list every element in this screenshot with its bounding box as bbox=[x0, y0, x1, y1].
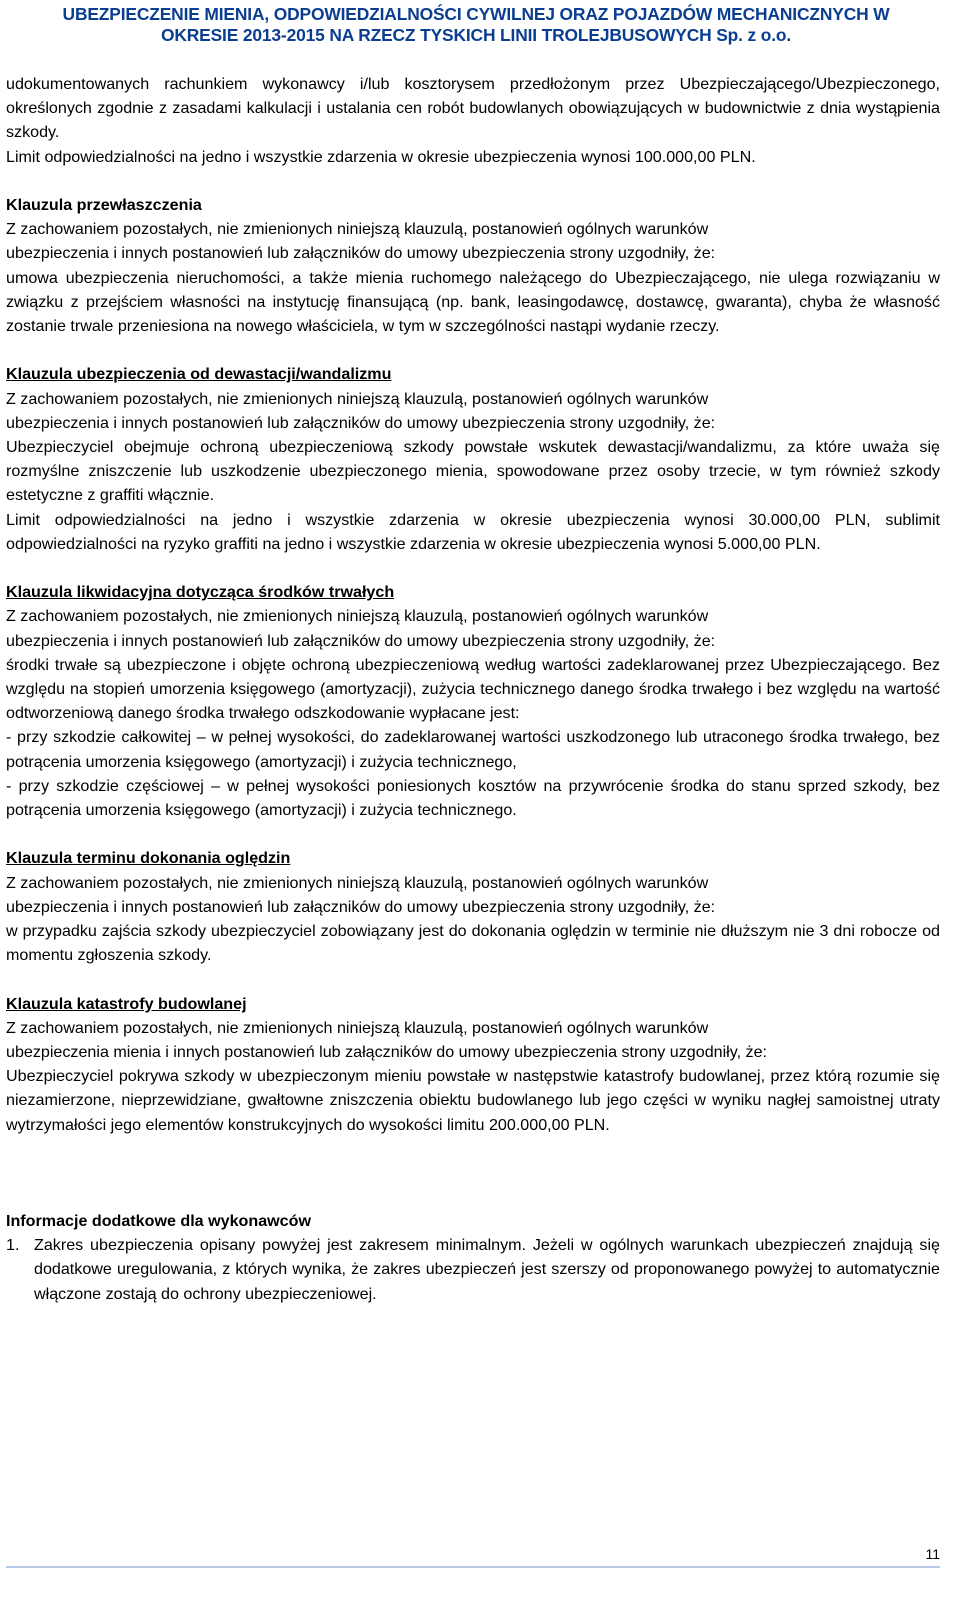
clause-intro-line: Z zachowaniem pozostałych, nie zmienionych niniejszą klauzulą, postanowień ogólnych warunków bbox=[6, 389, 709, 408]
clause-transfer-of-ownership bbox=[6, 193, 940, 338]
clause-intro-line: Z zachowaniem pozostałych, nie zmienionych niniejszą klauzulą, postanowień ogólnych warunków bbox=[6, 1018, 709, 1037]
clause-intro-line: ubezpieczenia i innych postanowień lub załączników do umowy ubezpieczenia strony uzgodniły, że: bbox=[6, 897, 716, 916]
clause-body: w przypadku zajścia szkody ubezpieczyciel zobowiązany jest do dokonania oględzin w terminie nie dłuższym nie 3 dni robocze od momentu zgłoszenia szkody. bbox=[6, 922, 940, 965]
clause-fixed-assets-settlement bbox=[6, 580, 940, 822]
clause-title: Klauzula likwidacyjna dotycząca środków trwałych bbox=[6, 583, 395, 602]
document-body bbox=[6, 72, 940, 1306]
clause-intro-line: ubezpieczenia i innych postanowień lub załączników do umowy ubezpieczenia strony uzgodniły, że: bbox=[6, 631, 716, 650]
list-item-text: Zakres ubezpieczenia opisany powyżej jest zakresem minimalnym. Jeżeli w ogólnych warunkach ubezpieczeń znajdują się dodatkowe uregulowania, z których wynika, że zakres ubezpieczeń jest szerszy od proponowanego powyżej to automatycznie włączone zostają do ochrony ubezpieczeniowej. bbox=[34, 1236, 940, 1303]
clause-construction-disaster bbox=[6, 992, 940, 1137]
header-line-1: UBEZPIECZENIE MIENIA, ODPOWIEDZIALNOŚCI CYWILNEJ ORAZ POJAZDÓW MECHANICZNYCH W bbox=[62, 4, 890, 24]
clause-inspection-deadline bbox=[6, 846, 940, 967]
clause-vandalism bbox=[6, 362, 940, 556]
document-header bbox=[6, 4, 946, 46]
list-item-number: 1. bbox=[6, 1236, 20, 1255]
clause-intro-line: ubezpieczenia i innych postanowień lub załączników do umowy ubezpieczenia strony uzgodniły, że: bbox=[6, 244, 716, 263]
intro-paragraph: udokumentowanych rachunkiem wykonawcy i/lub kosztorysem przedłożonym przez Ubezpieczającego/Ubezpieczonego, określonych zgodnie z zasadami kalkulacji i ustalania cen robót budowlanych obowiązujących w budownictwie z dnia wystąpienia szkody. bbox=[6, 75, 940, 142]
clause-point: - przy szkodzie częściowej – w pełnej wysokości poniesionych kosztów na przywrócenie środka do stanu sprzed szkody, bez potrącenia umorzenia księgowego (amortyzacji) i zużycia technicznego. bbox=[6, 776, 940, 820]
intro-section bbox=[6, 72, 940, 169]
spacer bbox=[6, 1161, 940, 1209]
footer-rule bbox=[6, 1566, 940, 1568]
clause-title: Klauzula katastrofy budowlanej bbox=[6, 994, 247, 1013]
clause-intro-line: Z zachowaniem pozostałych, nie zmienionych niniejszą klauzulą, postanowień ogólnych warunków bbox=[6, 873, 709, 892]
clause-title: Klauzula terminu dokonania oględzin bbox=[6, 849, 291, 868]
clause-limit: Limit odpowiedzialności na jedno i wszystkie zdarzenia w okresie ubezpieczenia wynosi 30.000,00 PLN, sublimit odpowiedzialności na ryzyko graffiti na jedno i wszystkie zdarzenia w okresie ubezpieczenia wynosi 5.000,00 PLN. bbox=[6, 510, 940, 553]
clause-intro-line: ubezpieczenia i innych postanowień lub załączników do umowy ubezpieczenia strony uzgodniły, że: bbox=[6, 413, 716, 432]
additional-info-title: Informacje dodatkowe dla wykonawców bbox=[6, 1212, 311, 1231]
clause-body: umowa ubezpieczenia nieruchomości, a także mienia ruchomego należącego do Ubezpieczającego, nie ulega rozwiązaniu w związku z przejściem własności na instytucję finansującą (np. bank, leasingodawcę, dostawcę, gwaranta), chyba że własność zostanie trwale przeniesiona na nowego właściciela, w tym w szczególności nastąpi wydanie rzeczy. bbox=[6, 268, 940, 336]
clause-title: Klauzula ubezpieczenia od dewastacji/wandalizmu bbox=[6, 365, 392, 384]
clause-body: Ubezpieczyciel pokrywa szkody w ubezpieczonym mieniu powstałe w następstwie katastrofy budowlanej, przez którą rozumie się niezamierzone, nieprzewidziane, gwałtowne zniszczenia obiektu budowlanego lub jego części w wyniku nagłej samoistnej utraty wytrzymałości jego elementów konstrukcyjnych do wysokości limitu 200.000,00 PLN. bbox=[6, 1067, 940, 1134]
clause-title: Klauzula przewłaszczenia bbox=[6, 196, 202, 214]
clause-point: - przy szkodzie całkowitej – w pełnej wysokości, do zadeklarowanej wartości uszkodzonego lub utraconego środka trwałego, bez potrącenia umorzenia księgowego (amortyzacji) i zużycia technicznego, bbox=[6, 728, 940, 771]
clause-body: Ubezpieczyciel obejmuje ochroną ubezpieczeniową szkody powstałe wskutek dewastacji/wandalizmu, za które uważa się rozmyślne zniszczenie lub uszkodzenie ubezpieczonego mienia, spowodowane przez osoby trzecie, w tym również szkody estetyczne z graffiti włącznie. bbox=[6, 438, 940, 505]
page-number: 11 bbox=[925, 1546, 940, 1562]
clause-intro-line: ubezpieczenia mienia i innych postanowień lub załączników do umowy ubezpieczenia strony uzgodniły, że: bbox=[6, 1043, 768, 1062]
additional-info-section bbox=[6, 1209, 940, 1306]
list-item bbox=[6, 1233, 940, 1306]
clause-intro-line: Z zachowaniem pozostałych, nie zmienionych niniejszą klauzulą, postanowień ogólnych warunków bbox=[6, 607, 709, 626]
intro-limit: Limit odpowiedzialności na jedno i wszystkie zdarzenia w okresie ubezpieczenia wynosi 100.000,00 PLN. bbox=[6, 147, 756, 166]
header-line-2: OKRESIE 2013-2015 NA RZECZ TYSKICH LINII TROLEJBUSOWYCH Sp. z o.o. bbox=[160, 25, 792, 45]
clause-intro-line: Z zachowaniem pozostałych, nie zmienionych niniejszą klauzulą, postanowień ogólnych warunków bbox=[6, 220, 709, 239]
clause-body: środki trwałe są ubezpieczone i objęte ochroną ubezpieczeniową według wartości zadeklarowanej przez Ubezpieczającego. Bez względu na stopień umorzenia księgowego (amortyzacji), zużycia technicznego danego środka trwałego i bez względu na wartość odtworzeniową danego środka trwałego odszkodowanie wypłacane jest: bbox=[6, 655, 940, 723]
